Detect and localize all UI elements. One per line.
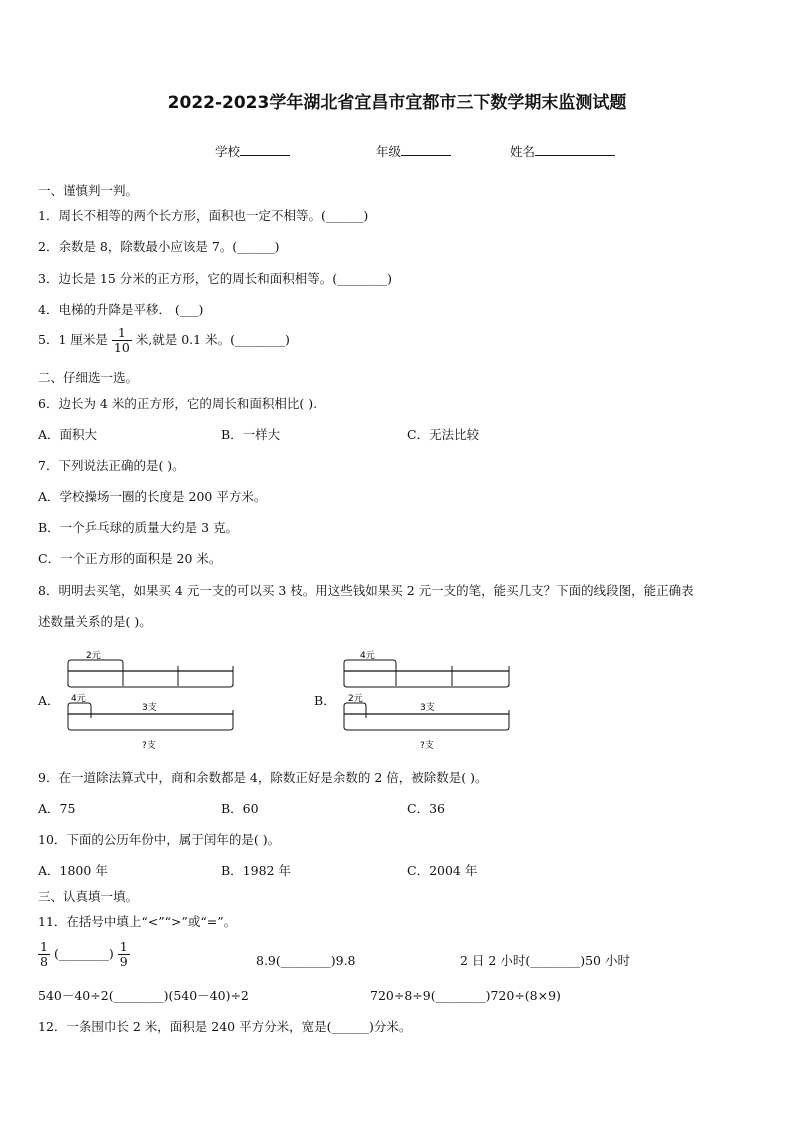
diagram-a-mid-label: 3支 [142, 703, 157, 713]
school-label: 学校 [215, 144, 241, 159]
q11-f2-numerator: 1 [119, 939, 128, 954]
diagram-a-top-brace [68, 660, 123, 671]
diagram-b-mid-brace [344, 679, 509, 687]
q5-denominator: 10 [113, 340, 130, 355]
question-9: 9．在一道除法算式中，商和余数都是 4，除数正好是余数的 2 倍，被除数是( )。 [38, 770, 488, 785]
q7-option-a[interactable]: A．学校操场一圈的长度是 200 平方米。 [38, 489, 267, 504]
question-2: 2．余数是 8，除数最小应该是 7。(______) [38, 239, 280, 254]
diagram-b-top-label: 4元 [360, 651, 375, 661]
school-blank[interactable] [240, 143, 290, 156]
grade-blank[interactable] [401, 143, 451, 156]
q6-option-c[interactable]: C．无法比较 [407, 427, 480, 442]
q7-option-c[interactable]: C．一个正方形的面积是 20 米。 [38, 551, 222, 566]
diagram-b-bottom-brace [344, 703, 366, 714]
diagram-b-top-brace [344, 660, 396, 671]
q5-suffix: 米,就是 0.1 米。(________) [135, 332, 290, 347]
q9-option-c[interactable]: C．36 [407, 801, 445, 816]
diagram-b-total-label: ?支 [420, 741, 434, 751]
name-field [510, 142, 615, 160]
q11-fraction-1 [38, 940, 50, 969]
q10-option-c[interactable]: C．2004 年 [407, 863, 478, 878]
diagram-a-total-brace [68, 722, 233, 730]
question-4: 4．电梯的升降是平移． (___) [38, 302, 204, 317]
diagram-b-bottom-label: 2元 [348, 694, 363, 704]
diagram-b-mid-label: 3支 [420, 703, 435, 713]
diagram-a-mid-brace [68, 679, 233, 687]
grade-label: 年级 [376, 144, 402, 159]
q11-f1-denominator: 8 [40, 954, 48, 969]
q11-fraction-2 [118, 940, 130, 969]
q10-option-a[interactable]: A．1800 年 [38, 863, 108, 878]
q11-f2-denominator: 9 [119, 954, 128, 969]
q11-f1-numerator: 1 [40, 939, 48, 954]
question-11: 11．在括号中填上“<”“>”或“=”。 [38, 914, 237, 929]
diagram-a-bottom-label: 4元 [71, 694, 86, 704]
question-8-line-1: 8．明明去买笔，如果买 4 元一支的可以买 3 枝。用这些钱如果买 2 元一支的笔，能买几支？下面的线段图，能正确表 [38, 583, 694, 598]
q11-blank-1[interactable]: (________) [53, 946, 114, 961]
section-heading-fill: 三、认真填一填。 [38, 889, 139, 904]
q11-item-5: 720÷8÷9(________)720÷(8×9) [370, 988, 561, 1003]
question-5 [38, 326, 290, 355]
q5-prefix: 5．1 厘米是 [38, 332, 108, 347]
diagram-b-total-brace [344, 722, 509, 730]
q11-item-4: 540－40÷2(________)(540－40)÷2 [38, 988, 249, 1003]
diagram-a-total-label: ?支 [142, 741, 156, 751]
q5-fraction [112, 326, 132, 355]
q9-option-b[interactable]: B．60 [221, 801, 259, 816]
q11-item-2: 8.9(________)9.8 [256, 953, 356, 968]
q6-option-a[interactable]: A．面积大 [38, 427, 98, 442]
q8-diagram-a [62, 646, 238, 752]
school-field [215, 142, 290, 160]
q8-diagram-b [338, 646, 514, 752]
section-heading-choose: 二、仔细选一选。 [38, 370, 139, 385]
name-blank[interactable] [535, 143, 615, 156]
diagram-a-bottom-brace [68, 703, 91, 714]
q7-option-b[interactable]: B．一个乒乓球的质量大约是 3 克。 [38, 520, 239, 535]
section-heading-judge: 一、谨慎判一判。 [38, 183, 139, 198]
q9-option-a[interactable]: A．75 [38, 801, 76, 816]
q6-option-b[interactable]: B．一样大 [221, 427, 281, 442]
page-title: 2022-2023学年湖北省宜昌市宜都市三下数学期末监测试题 [167, 93, 627, 113]
question-3: 3．边长是 15 分米的正方形，它的周长和面积相等。(________) [38, 271, 393, 286]
q11-item-3: 2 日 2 小时(________)50 小时 [460, 953, 630, 968]
question-7: 7．下列说法正确的是( )。 [38, 458, 185, 473]
q8-option-b-label[interactable]: B． [314, 693, 336, 708]
q11-item-1 [38, 940, 130, 969]
question-10: 10．下面的公历年份中，属于闰年的是( )。 [38, 832, 281, 847]
question-1: 1．周长不相等的两个长方形，面积也一定不相等。(______) [38, 208, 369, 223]
q8-option-a-label[interactable]: A． [38, 693, 60, 708]
q5-numerator: 1 [117, 325, 126, 340]
question-6: 6．边长为 4 米的正方形，它的周长和面积相比( ). [38, 396, 318, 411]
question-8-line-2: 述数量关系的是( )。 [38, 614, 152, 629]
q10-option-b[interactable]: B．1982 年 [221, 863, 291, 878]
question-12: 12．一条围巾长 2 米，面积是 240 平方分米，宽是(______)分米。 [38, 1019, 412, 1034]
name-label: 姓名 [510, 144, 536, 159]
diagram-a-top-label: 2元 [86, 651, 101, 661]
grade-field [376, 142, 451, 160]
